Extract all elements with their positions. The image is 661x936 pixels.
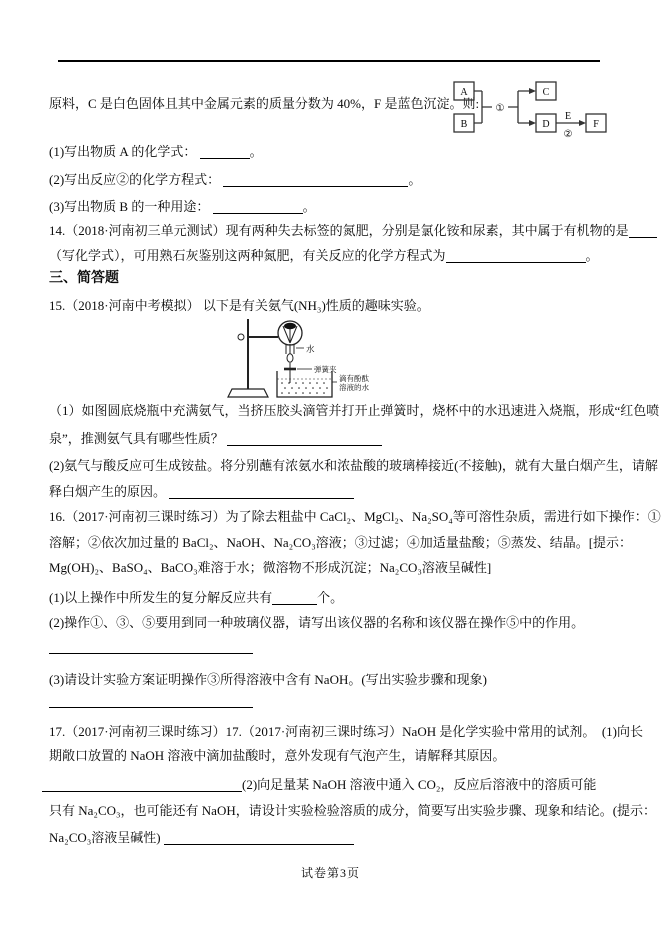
q17-line1: 17.（2017·河南初三课时练习）17.（2017·河南初三课时练习）NaOH 是化学实验中常用的试剂。 (1)向长 — [49, 724, 644, 739]
q15-intro: 15.（2018·河南中考模拟） 以下是有关氨气(NH₃)性质的趣味实验。 — [49, 298, 430, 313]
q14-line2-text: （写化学式），可用熟石灰鉴别这两种氮肥，有关反应的化学方程式为 — [49, 248, 446, 263]
answer-blank[interactable] — [213, 200, 303, 214]
q17-line3 — [42, 777, 596, 793]
q15-part2-line2-text: 释白烟产生的原因。 — [49, 484, 167, 499]
beaker-label-line1: 滴有酚酞 — [339, 374, 369, 383]
q17-line5-text: Na₂CO₃溶液呈碱性) — [49, 830, 161, 845]
answer-blank[interactable] — [42, 778, 242, 792]
spring-clamp-label: 弹簧夹 — [314, 365, 337, 374]
water-label: 水 — [306, 344, 315, 354]
answer-blank[interactable] — [200, 145, 250, 159]
flow-label-e: E — [564, 111, 572, 122]
q14-line1-text: 14.（2018·河南初三单元测试）现有两种失去标签的氮肥，分别是氯化铵和尿素，其中属于有机物的是 — [49, 223, 629, 238]
q13-part3: (3)写出物质 B 的一种用途： 。 — [49, 199, 316, 214]
q13-intro: 原料，C 是白色固体且其中金属元素的质量分数为 40%，F 是蓝色沉淀。则: — [49, 96, 480, 111]
q15-part2-line2 — [49, 484, 354, 500]
header-rule — [58, 60, 600, 62]
answer-blank-line[interactable] — [49, 694, 253, 708]
q13-part2: (2)写出反应②的化学方程式： 。 — [49, 172, 422, 187]
answer-blank[interactable] — [164, 831, 354, 845]
beaker-label-line2: 溶液的水 — [339, 383, 369, 392]
answer-blank-line[interactable] — [49, 640, 253, 654]
flow-box-d: D — [542, 119, 550, 130]
flow-step1-label: ① — [495, 103, 505, 114]
substance-flowchart — [446, 76, 630, 142]
q17-line4: 只有 Na₂CO₃，也可能还有 NaOH，请设计实验检验溶质的成分，简要写出实验步骤、现象和结论。(提示： — [49, 803, 657, 818]
flow-box-c: C — [542, 87, 550, 98]
answer-blank[interactable] — [169, 485, 354, 499]
q16-line1: 16.（2017·河南初三课时练习）为了除去粗盐中 CaCl₂、MgCl₂、Na₂SO₄等可溶性杂质，需进行如下操作：① — [49, 509, 661, 524]
flow-step2-label: ② — [563, 129, 573, 140]
q16-part3: (3)请设计实验方案证明操作③所得溶液中含有 NaOH。(写出实验步骤和现象) — [49, 672, 488, 687]
q14-line1 — [49, 223, 657, 239]
q16-part1: (1)以上操作中所发生的复分解反应共有 个。 — [49, 590, 344, 605]
q15-part1-line2-text: 泉”，推测氨气具有哪些性质？ — [49, 431, 224, 446]
answer-blank[interactable] — [446, 249, 586, 263]
q16-part1-text: (1)以上操作中所发生的复分解反应共有 — [49, 590, 273, 605]
section3-heading: 三、简答题 — [49, 271, 119, 286]
q13-part3-text: (3)写出物质 B 的一种用途： — [49, 199, 210, 214]
q17-line5 — [49, 830, 354, 846]
q15-part1-line2 — [49, 431, 382, 447]
answer-blank[interactable] — [629, 224, 657, 238]
phenolphthalein-water-dots — [281, 382, 328, 394]
answer-blank[interactable] — [272, 591, 317, 605]
q16-line3: Mg(OH)₂、BaSO₄、BaCO₃难溶于水；微溶物不形成沉淀；Na₂CO₃溶液呈碱性] — [49, 560, 492, 575]
answer-blank[interactable] — [227, 432, 382, 446]
q13-part1: (1)写出物质 A 的化学式： 。 — [49, 144, 263, 159]
flow-box-b: B — [460, 119, 468, 130]
q15-part2-line1: (2)氨气与酸反应可生成铵盐。将分别蘸有浓氨水和浓盐酸的玻璃棒接近(不接触)，就有大量白烟产生，请解 — [49, 458, 658, 473]
page-footer: 试卷第3页 — [300, 866, 360, 880]
q14-line2: （写化学式），可用熟石灰鉴别这两种氮肥，有关反应的化学方程式为 。 — [49, 248, 599, 263]
q16-part2: (2)操作①、③、⑤要用到同一种玻璃仪器，请写出该仪器的名称和该仪器在操作⑤中的作用。 — [49, 615, 585, 630]
answer-blank[interactable] — [223, 173, 408, 187]
q17-line3-text: (2)向足量某 NaOH 溶液中通入 CO₂，反应后溶液中的溶质可能 — [242, 777, 597, 792]
q15-part1-line1: （1）如图圆底烧瓶中充满氨气，当挤压胶头滴管并打开止弹簧时，烧杯中的水迅速进入烧瓶，形成“红色喷 — [49, 403, 660, 418]
flow-box-a: A — [460, 87, 468, 98]
q13-part1-text: (1)写出物质 A 的化学式： — [49, 144, 197, 159]
flow-box-f: F — [593, 119, 599, 130]
q17-line2: 期敞口放置的 NaOH 溶液中滴加盐酸时，意外发现有气泡产生，请解释其原因。 — [49, 748, 506, 763]
q16-line2: 溶解；②依次加过量的 BaCl₂、NaOH、Na₂CO₃溶液；③过滤；④加适量盐酸；⑤蒸发、结晶。[提示： — [49, 535, 633, 550]
fountain-experiment-diagram — [222, 317, 400, 407]
q13-part2-text: (2)写出反应②的化学方程式： — [49, 172, 221, 187]
